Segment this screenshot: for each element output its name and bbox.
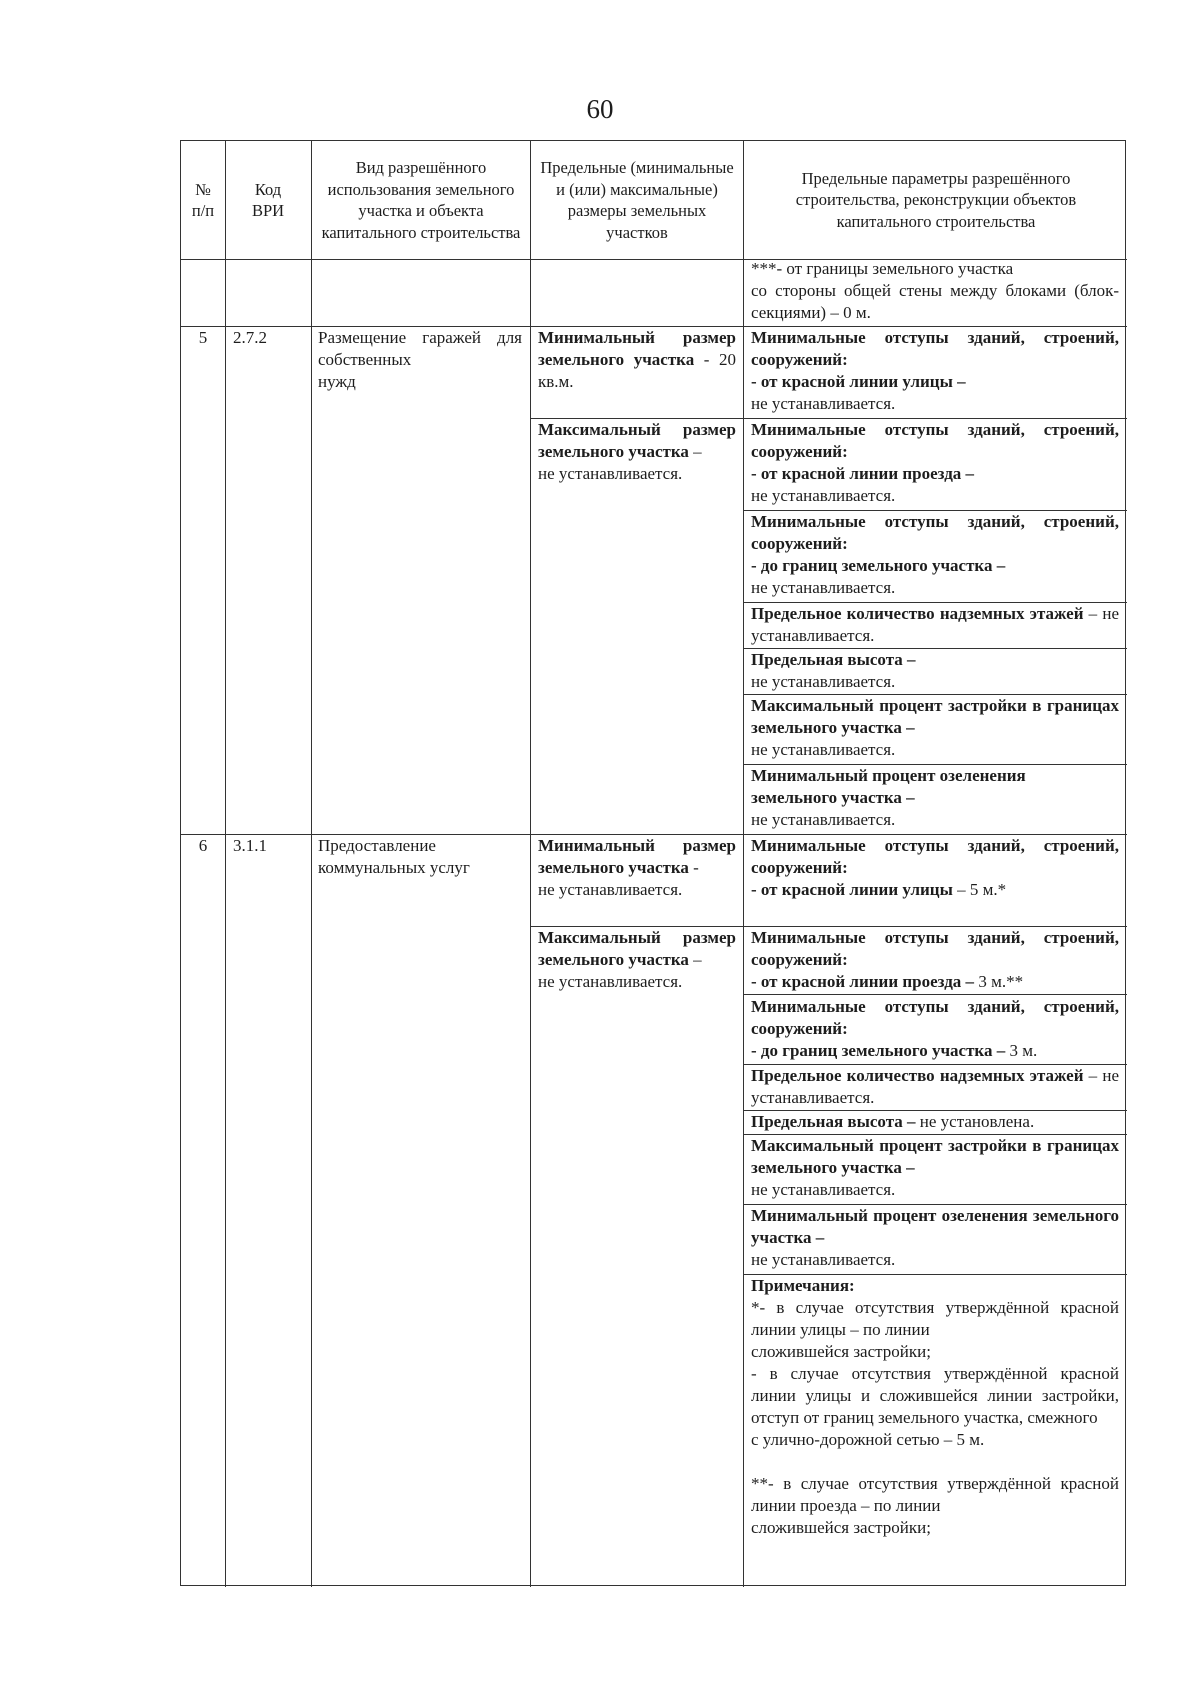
param-green-percent [751,1205,1119,1271]
plot-size-value: не устанавливается. [538,880,683,899]
row-code: 3.1.1 [233,836,267,855]
page-number: 60 [586,94,614,124]
note-paragraph: **- в случае отсутствия утверждённой красной линии проезда – по линии [751,1474,1119,1515]
note-paragraph: - в случае отсутствия утверждённой красной линии улицы и сложившейся линии застройки, отступ от границ земельного участка, смежного [751,1364,1119,1427]
param-heading: Минимальный процент озеленения [751,766,1026,785]
param-heading: Предельное количество надземных [751,604,1025,623]
row-use-type [318,835,522,879]
param-setback-boundary [751,511,1119,599]
param-build-percent [751,695,1119,761]
param-value: 3 м. [1009,1041,1038,1060]
plot-size-heading: Минимальный размер земельного [538,328,736,369]
col-divider-1 [225,141,226,1587]
note-paragraph: сложившейся застройки; [751,1518,931,1537]
param-setback-driveway [751,419,1119,507]
param-value: – 5 м.* [957,880,1007,899]
param-heading: строений, сооружений: [751,997,1119,1038]
plot-size-heading: Минимальный размер земельного [538,836,736,877]
header-params: Предельные параметры разрешённого строительства, реконструкции объектов капитального строительства [795,168,1077,231]
header-use-type: Вид разрешённого использования земельного участка и объекта капитального строительства [321,158,521,242]
plot-size-heading: Максимальный размер земельного [538,928,736,969]
param-heading: Максимальный процент застройки [751,696,1027,715]
param-heading: Предельная высота – [751,650,916,669]
plot-size-max [538,419,736,485]
param-heading: Минимальный процент озеленения [751,1206,1028,1225]
param-value: не устанавливается. [751,740,896,759]
note-paragraph: с улично-дорожной сетью – 5 м. [751,1430,985,1449]
param-heading: - от красной линии проезда – [751,972,975,991]
continuation-line: ***- от границы земельного участка [751,259,1014,278]
note-paragraph: *- в случае отсутствия утверждённой красной линии улицы – по линии [751,1298,1119,1339]
col-divider-3 [530,141,531,1587]
param-heading: Минимальные отступы зданий, [751,512,1025,531]
param-heading: этажей [1029,1066,1084,1085]
plot-size-heading: участка [633,350,695,369]
param-heading: земельного участка – [751,788,915,807]
plot-size-value: не устанавливается. [538,972,683,991]
param-green-percent [751,765,1119,831]
use-type-line: Предоставление [318,836,436,855]
param-value: не устанавливается. [751,578,896,597]
param-value: не установлена. [919,1112,1035,1131]
plot-size-value: – [693,950,702,969]
param-value: не устанавливается. [751,672,896,691]
param-heading: строений, сооружений: [751,512,1119,553]
param-heading: Максимальный процент застройки [751,1136,1027,1155]
param-value: не устанавливается. [751,1250,896,1269]
param-heading: строений, сооружений: [751,420,1119,461]
param-value: не устанавливается. [751,486,896,505]
param-value: – не устанавливается. [751,1066,1119,1107]
param-heading: строений, сооружений: [751,836,1119,877]
param-heading: строений, сооружений: [751,328,1119,369]
col-divider-4 [743,141,744,1587]
notes [751,1275,1119,1539]
plot-size-heading: участка [628,442,689,461]
row-use-type [318,327,522,393]
param-heading: Минимальные отступы зданий, [751,997,1025,1016]
param-heading: этажей [1029,604,1084,623]
use-type-line: коммунальных услуг [318,858,470,877]
param-setback-boundary [751,996,1119,1062]
param-heading: Минимальные отступы зданий, [751,836,1025,855]
continuation-note [751,258,1119,324]
param-heading: - от красной линии проезда – [751,464,975,483]
param-heading: - от красной линии улицы – [751,372,966,391]
row-number: 5 [198,328,208,347]
col-divider-2 [311,141,312,1587]
note-spacer [751,1451,1119,1473]
param-value: не устанавливается. [751,810,896,829]
plot-size-value: - [693,858,699,877]
param-floors [751,1065,1119,1109]
param-value: не устанавливается. [751,1180,896,1199]
header-num: № п/п [191,179,215,220]
row-number: 6 [198,836,208,855]
notes-title: Примечания: [751,1276,855,1295]
row-code: 2.7.2 [233,328,267,347]
use-type-line: нужд [318,372,356,391]
header-plot-sizes: Предельные (минимальные и (или) максимальные) размеры земельных участков [540,158,734,242]
plot-size-heading: Максимальный размер земельного [538,420,736,461]
header-code: Код ВРИ [251,179,285,220]
param-heading: в границах земельного участка – [751,696,1119,737]
plot-size-value: - 20 кв.м. [538,350,736,391]
zoning-table [180,140,1126,1586]
param-heading: строений, сооружений: [751,928,1119,969]
param-setback-driveway [751,927,1119,993]
plot-size-heading: участка [628,858,689,877]
plot-size-value: – [693,442,702,461]
param-heading: - от красной линии улицы [751,880,953,899]
plot-size-max [538,927,736,993]
param-heading: - до границ земельного участка – [751,1041,1006,1060]
param-height [751,1111,1119,1133]
param-setback-street [751,835,1119,901]
param-heading: земельного участка – [751,1206,1119,1247]
param-heading: - до границ земельного участка – [751,556,1006,575]
plot-size-heading: участка [628,950,689,969]
param-heading: в границах земельного участка – [751,1136,1119,1177]
note-paragraph: сложившейся застройки; [751,1342,931,1361]
param-heading: Предельная высота – [751,1112,916,1131]
param-setback-street [751,327,1119,415]
param-value: – не устанавливается. [751,604,1119,645]
param-heading: Минимальные отступы зданий, [751,928,1025,947]
use-type-line: Размещение гаражей для собственных [318,328,522,369]
param-floors [751,603,1119,647]
params-divider [743,994,1127,995]
param-heading: Минимальные отступы зданий, [751,420,1025,439]
plot-size-min [538,327,736,393]
param-height [751,649,1119,693]
plot-size-min [538,835,736,901]
continuation-line: со стороны общей стены между блоками (блок-секциями) – 0 м. [751,281,1119,322]
plot-size-value: не устанавливается. [538,464,683,483]
param-value: 3 м.** [978,972,1024,991]
param-build-percent [751,1135,1119,1201]
param-heading: Предельное количество надземных [751,1066,1025,1085]
param-heading: Минимальные отступы зданий, [751,328,1025,347]
param-value: не устанавливается. [751,394,896,413]
